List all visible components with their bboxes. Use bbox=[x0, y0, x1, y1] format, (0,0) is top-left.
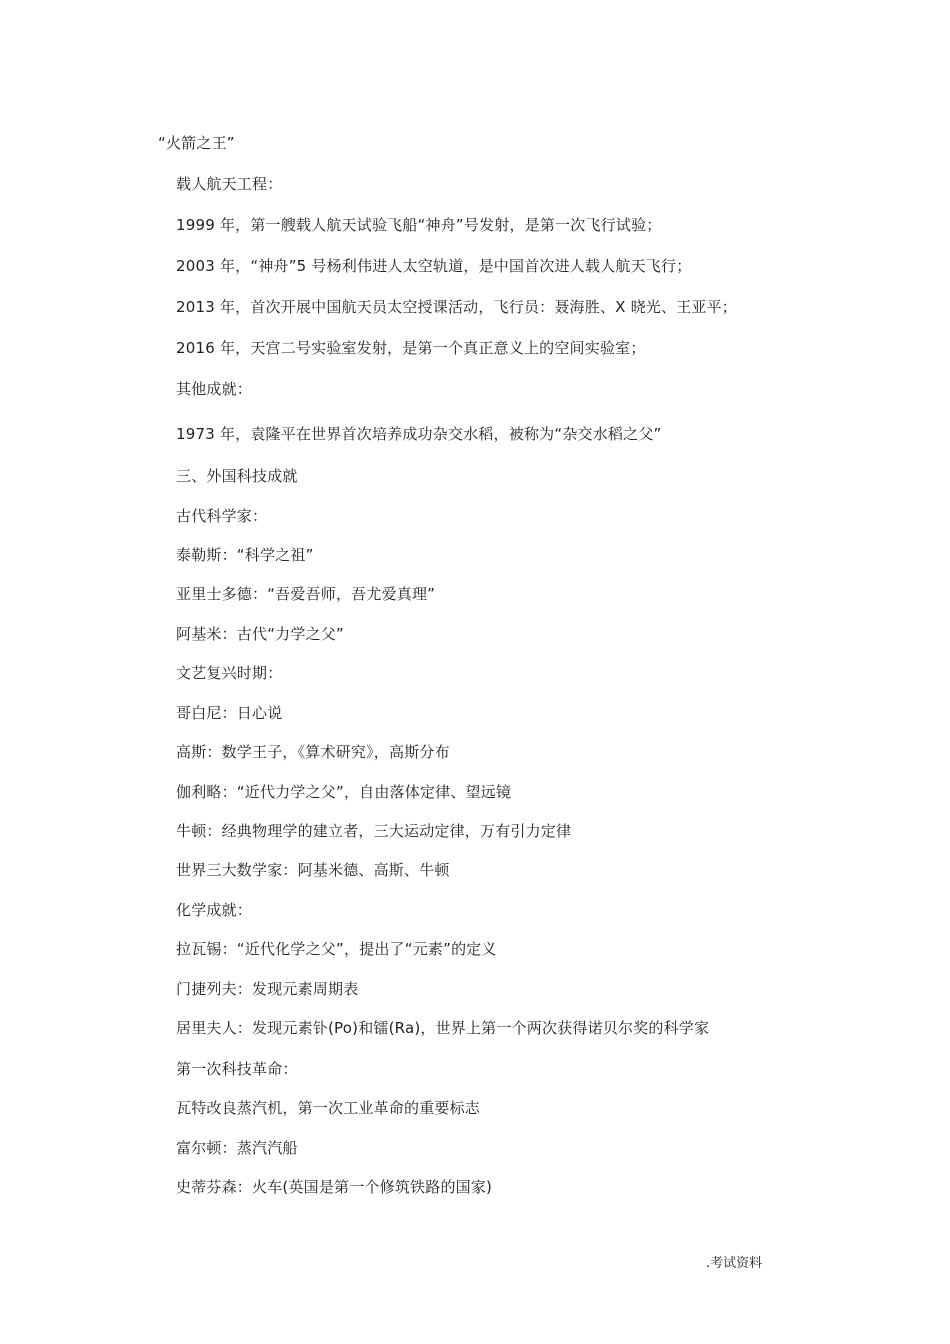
text-line: 其他成就： bbox=[176, 380, 253, 398]
text-line: 泰勒斯：“科学之祖” bbox=[176, 546, 314, 564]
text-line: 史蒂芬森：火车(英国是第一个修筑铁路的国家) bbox=[176, 1178, 493, 1196]
text-line: 载人航天工程： bbox=[176, 175, 283, 193]
text-line: 拉瓦锡：“近代化学之父”，提出了“元素”的定义 bbox=[176, 940, 497, 958]
text-line: 瓦特改良蒸汽机，第一次工业革命的重要标志 bbox=[176, 1099, 481, 1117]
text-line: 2013 年，首次开展中国航天员太空授课活动，飞行员：聂海胜、X 晓光、王亚平； bbox=[176, 298, 737, 316]
text-line: 伽利略：“近代力学之父”，自由落体定律、望远镜 bbox=[176, 783, 512, 801]
text-line: 1973 年，袁隆平在世界首次培养成功杂交水稻，被称为“杂交水稻之父” bbox=[176, 425, 662, 443]
text-line: 阿基米：古代“力学之父” bbox=[176, 625, 344, 643]
text-line: 牛顿：经典物理学的建立者，三大运动定律，万有引力定律 bbox=[176, 822, 572, 840]
text-line: 化学成就： bbox=[176, 901, 253, 919]
text-line: “火箭之王” bbox=[158, 134, 235, 152]
section-heading: 三、外国科技成就 bbox=[176, 467, 298, 485]
text-line: 文艺复兴时期： bbox=[176, 664, 283, 682]
text-line: 居里夫人：发现元素钋(Po)和镭(Ra)，世界上第一个两次获得诺贝尔奖的科学家 bbox=[176, 1019, 710, 1037]
text-line: 1999 年，第一艘载人航天试验飞船“神舟”号发射，是第一次飞行试验； bbox=[176, 216, 662, 234]
text-line: 2016 年，天宫二号实验室发射，是第一个真正意义上的空间实验室； bbox=[176, 339, 646, 357]
text-line: 门捷列夫：发现元素周期表 bbox=[176, 980, 359, 998]
text-line: 哥白尼：日心说 bbox=[176, 704, 283, 722]
text-line: 亚里士多德：“吾爱吾师，吾尤爱真理” bbox=[176, 585, 436, 603]
text-line: 第一次科技革命： bbox=[176, 1060, 298, 1078]
page-footer: .考试资料 bbox=[706, 1256, 763, 1271]
text-line: 高斯：数学王子，《算术研究》，高斯分布 bbox=[176, 743, 450, 761]
text-line: 富尔顿：蒸汽汽船 bbox=[176, 1139, 298, 1157]
text-line: 2003 年，“神舟”5 号杨利伟进人太空轨道，是中国首次进人载人航天飞行； bbox=[176, 257, 692, 275]
text-line: 世界三大数学家：阿基米德、高斯、牛顿 bbox=[176, 861, 450, 879]
text-line: 古代科学家： bbox=[176, 507, 268, 525]
